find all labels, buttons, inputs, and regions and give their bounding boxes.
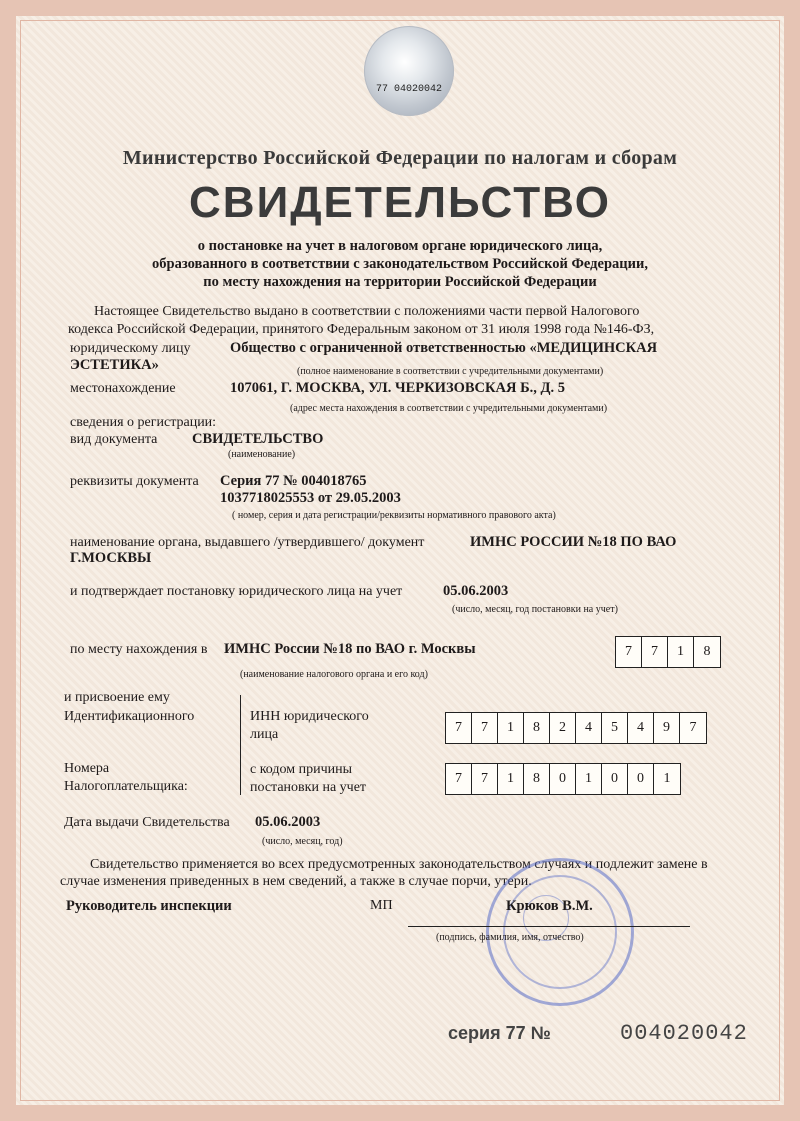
inn-boxes — [445, 712, 707, 744]
number-label: Номера — [64, 761, 110, 776]
kpp-digit: 1 — [498, 764, 524, 794]
entity-name-line-2: ЭСТЕТИКА» — [70, 357, 159, 373]
kpp-digit: 0 — [628, 764, 654, 794]
signer-caption: (подпись, фамилия, имя, отчество) — [436, 932, 584, 943]
intro-line-2: кодекса Российской Федерации, принятого Федеральным законом от 31 июля 1998 года №146-ФЗ, — [68, 322, 655, 337]
assign-label: и присвоение ему — [64, 690, 170, 705]
tax-office-code-boxes — [615, 636, 721, 668]
document-title: СВИДЕТЕЛЬСТВО — [189, 178, 611, 227]
requisites-label: реквизиты документа — [70, 474, 199, 489]
entity-label: юридическому лицу — [70, 341, 191, 356]
inn-digit: 4 — [628, 713, 654, 743]
kpp-boxes — [445, 763, 681, 795]
doc-type-caption: (наименование) — [228, 449, 296, 460]
doc-type-label: вид документа — [70, 432, 158, 447]
doc-type-value: СВИДЕТЕЛЬСТВО — [192, 431, 324, 447]
hologram-number: 77 04020042 — [375, 84, 442, 95]
place-caption: (наименование налогового органа и его код) — [240, 669, 428, 680]
subtitle-line-2: образованного в соответствии с законодательством Российской Федерации, — [152, 256, 648, 272]
place-value: ИМНС России №18 по ВАО г. Москвы — [224, 641, 476, 657]
serial-label: серия 77 № — [448, 1023, 551, 1043]
inn-digit: 1 — [498, 713, 524, 743]
inn-digit: 5 — [602, 713, 628, 743]
inn-digit: 2 — [550, 713, 576, 743]
issue-date-caption: (число, месяц, год) — [262, 836, 343, 847]
address-label: местонахождение — [70, 381, 176, 396]
inn-label-line-2: лица — [250, 727, 279, 742]
inn-digit: 8 — [524, 713, 550, 743]
kpp-label-line-2: постановки на учет — [250, 780, 367, 795]
kpp-digit: 8 — [524, 764, 550, 794]
signature-line — [408, 926, 690, 927]
code-digit: 1 — [668, 637, 694, 667]
confirmation-text: и подтверждает постановку юридического лица на учет — [70, 584, 403, 599]
hologram-seal — [364, 26, 454, 116]
requisites-line-1: Серия 77 № 004018765 — [220, 473, 367, 489]
address-value: 107061, Г. МОСКВА, УЛ. ЧЕРКИЗОВСКАЯ Б., Д. 5 — [230, 380, 566, 396]
issue-date: 05.06.2003 — [255, 814, 321, 830]
entity-name-caption: (полное наименование в соответствии с учредительными документами) — [297, 366, 604, 377]
ministry-name: Министерство Российской Федерации по налогам и сборам — [122, 147, 678, 169]
inn-digit: 9 — [654, 713, 680, 743]
requisites-line-2: 1037718025553 от 29.05.2003 — [220, 490, 401, 506]
note-line-1: Свидетельство применяется во всех предусмотренных законодательством случаях и подлежит замене в — [90, 857, 708, 872]
inn-digit: 7 — [446, 713, 472, 743]
registration-date: 05.06.2003 — [443, 583, 509, 599]
kpp-digit: 7 — [472, 764, 498, 794]
taxpayer-label: Налогоплательщика: — [64, 779, 188, 794]
kpp-digit: 0 — [602, 764, 628, 794]
seal-place-label: МП — [370, 898, 393, 913]
entity-name-line-1: Общество с ограниченной ответственностью «МЕДИЦИНСКАЯ — [230, 340, 658, 356]
address-caption: (адрес места нахождения в соответствии с учредительными документами) — [290, 403, 608, 414]
signer-name: Крюков В.М. — [506, 898, 593, 914]
inn-label-line-1: ИНН юридического — [250, 709, 369, 724]
inn-digit: 4 — [576, 713, 602, 743]
issuer-line-1: ИМНС РОССИИ №18 ПО ВАО — [470, 534, 677, 550]
code-digit: 7 — [642, 637, 668, 667]
kpp-digit: 1 — [663, 771, 671, 786]
code-digit: 8 — [703, 644, 711, 659]
head-of-inspection-label: Руководитель инспекции — [66, 898, 232, 914]
serial-number: 004020042 — [620, 1021, 748, 1046]
subtitle-line-1: о постановке на учет в налоговом органе юридического лица, — [197, 238, 603, 254]
place-label: по месту нахождения в — [70, 642, 208, 657]
requisites-caption: ( номер, серия и дата регистрации/реквизиты нормативного правового акта) — [232, 510, 556, 521]
kpp-label-line-1: с кодом причины — [250, 762, 353, 777]
registration-label: сведения о регистрации: — [70, 415, 217, 430]
subtitle-line-3: по месту нахождения на территории Российской Федерации — [203, 274, 597, 290]
kpp-digit: 1 — [576, 764, 602, 794]
note-line-2: случае изменения приведенных в нем сведений, а также в случае порчи, утери. — [60, 874, 532, 889]
code-digit: 7 — [616, 637, 642, 667]
kpp-digit: 7 — [446, 764, 472, 794]
issuer-label: наименование органа, выдавшего /утвердившего/ документ — [70, 535, 425, 550]
registration-date-caption: (число, месяц, год постановки на учет) — [452, 604, 618, 615]
kpp-digit: 0 — [550, 764, 576, 794]
inn-digit: 7 — [689, 720, 697, 735]
issue-date-label: Дата выдачи Свидетельства — [64, 815, 230, 830]
intro-line-1: Настоящее Свидетельство выдано в соответствии с положениями части первой Налогового — [94, 304, 640, 319]
field-divider — [240, 695, 241, 795]
issuer-line-2: Г.МОСКВЫ — [70, 550, 152, 566]
id-label: Идентификационного — [64, 709, 195, 724]
inn-digit: 7 — [472, 713, 498, 743]
